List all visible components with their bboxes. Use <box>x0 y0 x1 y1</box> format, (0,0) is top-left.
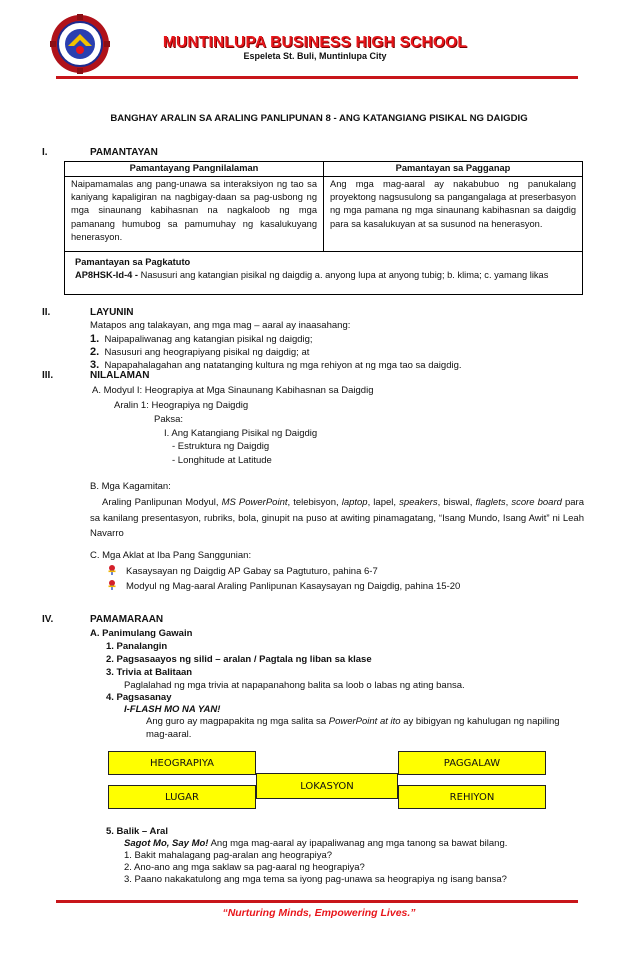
step-description: Ang guro ay magpapakita ng mga salita sa PowerPoint at ito ay bibigyan ng kahulugan ng napiling mag-aaral. <box>146 716 560 740</box>
topic-label: Paksa: <box>154 414 184 425</box>
subtopic-item: - Longhitude at Latitude <box>172 455 272 466</box>
school-address: Espeleta St. Buli, Muntinlupa City <box>243 51 387 61</box>
module-line: A. Modyul I: Heograpiya at Mga Sinaunang Kabihasnan sa Daigdig <box>92 385 374 396</box>
step-item: 1. Panalangin <box>106 641 168 652</box>
header-divider <box>56 76 578 79</box>
preliminary-activities: A. Panimulang Gawain <box>90 628 193 639</box>
activity-name: I-FLASH MO NA YAN! <box>124 704 221 715</box>
materials-text: Araling Panlipunan Modyul, MS PowerPoint, telebisyon, laptop, lapel, speakers, biswal, flaglets, score board para sa kanilang presentasyon, rubriks, bola, ginupit na puso at awiting pinamagatang, “Isang Mundo, Isang Awit” ni Leah Navarro <box>90 497 585 539</box>
section-3-number: III. <box>42 370 54 381</box>
standards-table <box>64 161 583 295</box>
section-1-title: PAMANTAYAN <box>90 147 158 158</box>
review-question: 3. Paano nakakatulong ang mga tema sa iyong pag-unawa sa heograpiya ng isang bansa? <box>124 874 507 885</box>
objective-item: 1. Naipapaliwanag ang katangian pisikal ng daigdig; <box>90 333 313 345</box>
section-4-title: PAMAMARAAN <box>90 614 164 625</box>
word-box-heograpiya: HEOGRAPIYA <box>108 751 256 775</box>
materials-header: B. Mga Kagamitan: <box>90 481 171 492</box>
school-name: MUNTINLUPA BUSINESS HIGH SCHOOL <box>162 34 468 51</box>
step-item: 2. Pagsasaayos ng silid – aralan / Pagtala ng liban sa klase <box>106 654 372 665</box>
review-question: 2. Ano-ano ang mga saklaw sa pag-aaral ng heograpiya? <box>124 862 365 873</box>
learning-competency-cell <box>65 252 583 295</box>
reference-item: Kasaysayan ng Daigdig AP Gabay sa Pagtuturo, pahina 6-7 <box>106 564 378 579</box>
footer-motto: “Nurturing Minds, Empowering Lives.” <box>222 907 416 919</box>
competency-code: AP8HSK-Id-4 - <box>75 270 139 280</box>
section-1-number: I. <box>42 147 48 158</box>
learning-competency-header: Pamantayan sa Pagkatuto <box>75 257 191 267</box>
pushpin-bullet-icon <box>106 564 118 576</box>
topic-title: I. Ang Katangiang Pisikal ng Daigdig <box>164 428 318 439</box>
content-standard-text: Naipamamalas ang pang-unawa sa interaksiyon ng tao sa kaniyang kapaligiran na nagbigay-daan sa pag-usbong ng mga sinaunang kabihasnan na nagkaloob ng mga pamanang humubog sa pamumuhay ng kasalukuyang henerasyon. <box>65 177 324 252</box>
word-box-lokasyon: LOKASYON <box>256 773 398 799</box>
performance-standard-text: Ang mga mag-aaral ay nakabubuo ng panukalang proyektong nagsusulong sa pangangalaga at preserbasyon ng mga pamana ng mga sinaunang kabihasnan sa daigdig para sa kasalukuyan at sa susunod na henerasyon. <box>324 177 583 252</box>
word-box-lugar: LUGAR <box>108 785 256 809</box>
word-box-rehiyon: REHIYON <box>398 785 546 809</box>
subtopic-item: - Estruktura ng Daigdig <box>172 441 270 452</box>
objectives-intro: Matapos ang talakayan, ang mga mag – aaral ay inaasahang: <box>90 320 351 331</box>
word-box-paggalaw: PAGGALAW <box>398 751 546 775</box>
document-title: BANGHAY ARALIN SA ARALING PANLIPUNAN 8 - ANG KATANGIANG PISIKAL NG DAIGDIG <box>110 113 528 124</box>
competency-text: Nasusuri ang katangian pisikal ng daigdig a. anyong lupa at anyong tubig; b. klima; c. yamang likas <box>138 270 549 280</box>
section-3-title: NILALAMAN <box>90 370 150 381</box>
step-item: 3. Trivia at Balitaan <box>106 667 193 678</box>
school-seal-icon <box>50 14 110 74</box>
reference-item: Modyul ng Mag-aaral Araling Panlipunan Kasaysayan ng Daigdig, pahina 15-20 <box>106 579 460 594</box>
pushpin-bullet-icon <box>106 579 118 591</box>
references-header: C. Mga Aklat at Iba Pang Sanggunian: <box>90 550 252 561</box>
objective-item: 3. Napapahalagahan ang natatanging kultura ng mga rehiyon at ng mga tao sa daigdig. <box>90 359 462 371</box>
step-description: Paglalahad ng mga trivia at napapanahong balita sa loob o labas ng ating bansa. <box>124 680 465 691</box>
step-item: 4. Pagsasanay <box>106 692 172 703</box>
section-2-title: LAYUNIN <box>90 307 134 318</box>
performance-standard-header: Pamantayan sa Pagganap <box>324 162 583 177</box>
review-question: 1. Bakit mahalagang pag-aralan ang heograpiya? <box>124 850 333 861</box>
content-standard-header: Pamantayang Pangnilalaman <box>65 162 324 177</box>
section-4-number: IV. <box>42 614 54 625</box>
step-item: 5. Balik – Aral <box>106 826 168 837</box>
objective-item: 2. Nasusuri ang heograpiyang pisikal ng daigdig; at <box>90 346 310 358</box>
footer-divider <box>56 900 578 903</box>
review-activity: Sagot Mo, Say Mo! Ang mga mag-aaral ay ipapaliwanag ang mga tanong sa bawat bilang. <box>124 838 508 849</box>
section-2-number: II. <box>42 307 51 318</box>
lesson-line: Aralin 1: Heograpiya ng Daigdig <box>114 400 249 411</box>
